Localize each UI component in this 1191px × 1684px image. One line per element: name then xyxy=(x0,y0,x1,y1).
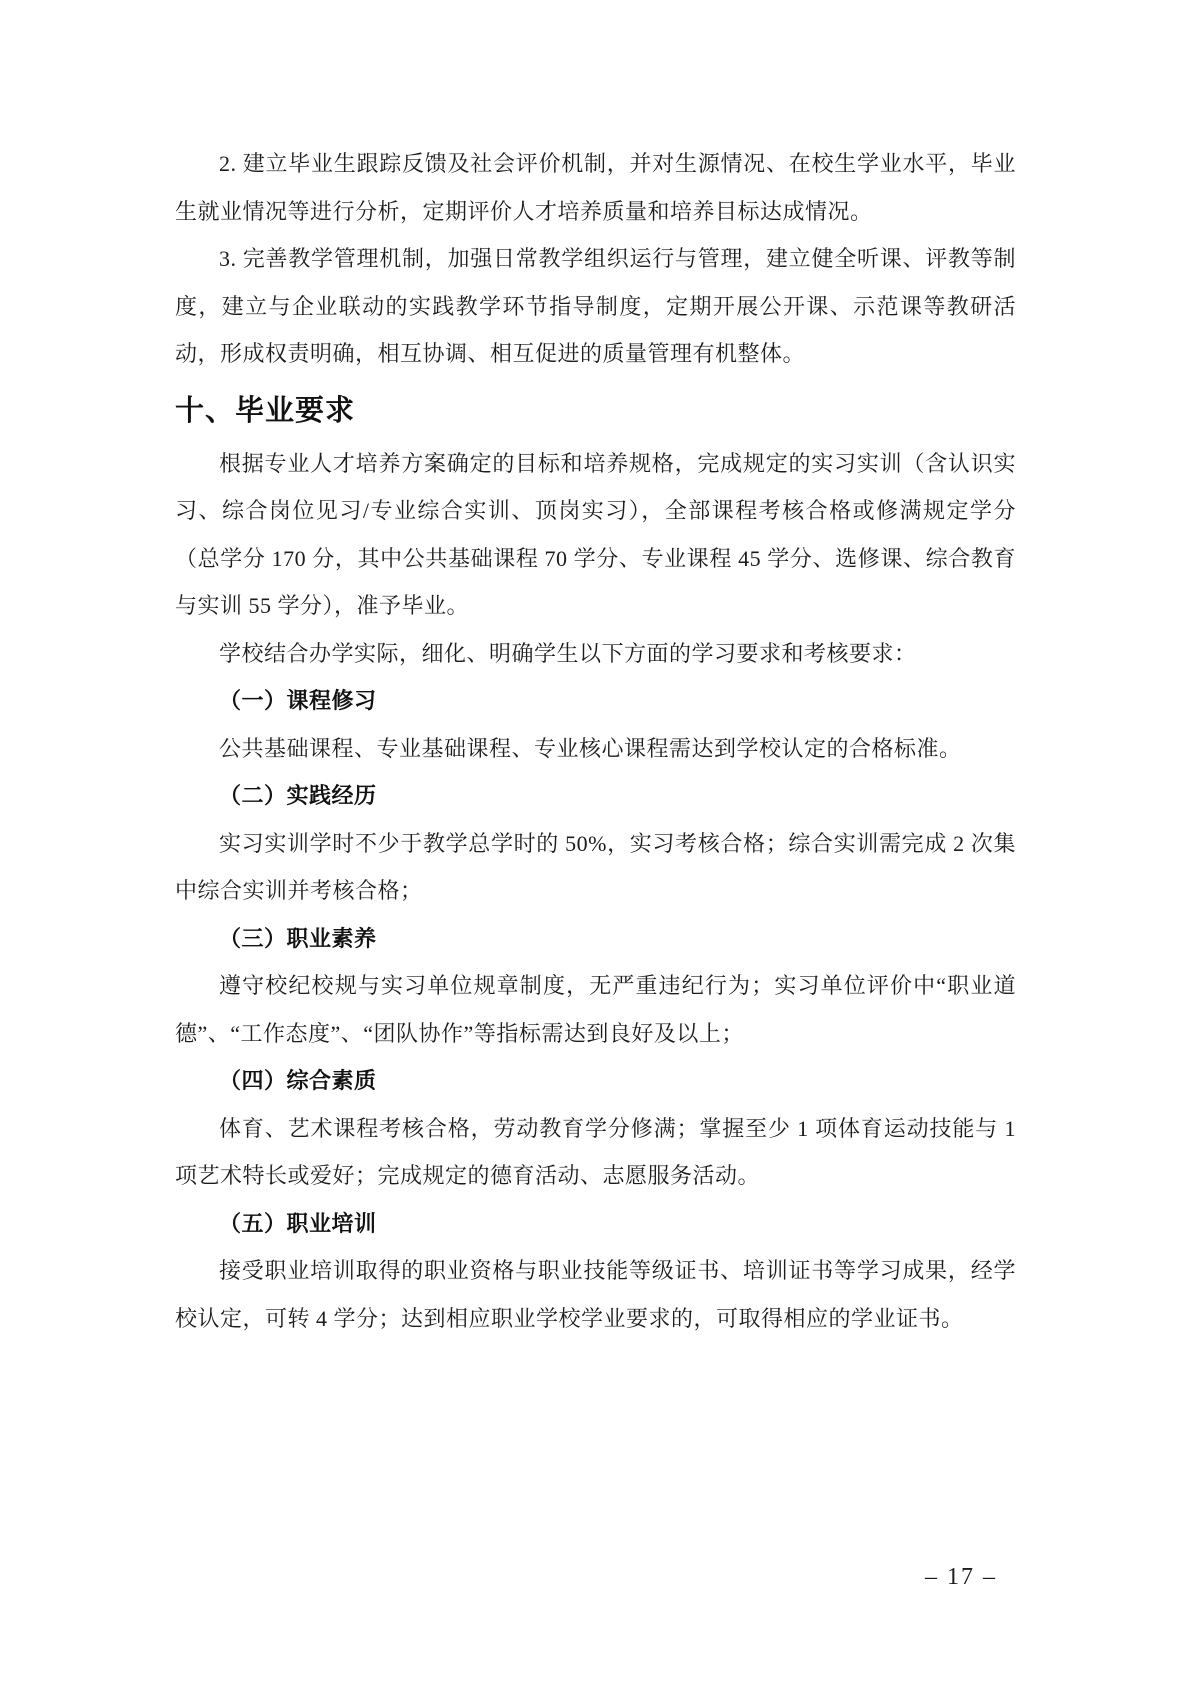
section-heading-graduation-requirements: 十、毕业要求 xyxy=(175,394,356,427)
subheading-course-study: （一）课程修习 xyxy=(219,688,377,713)
subheading-professional-quality: （三）职业素养 xyxy=(219,925,377,951)
paragraph-graduation-credits: 根据专业人才培养方案确定的目标和培养规格，完成规定的实习实训（含认识实习、综合岗位见习/专业综合实训、顶岗实习），全部课程考核合格或修满规定学分（总学分 170 分，其中公共基础课程 70 学分、专业课程 45 学分、选修课、综合教育与实训 55 学分），准予毕业。 xyxy=(175,450,1016,618)
paragraph-sports-arts-labor: 体育、艺术课程考核合格，劳动教育学分修满；掌握至少 1 项体育运动技能与 1 项艺术特长或爱好；完成规定的德育活动、志愿服务活动。 xyxy=(175,1115,1016,1188)
paragraph-teaching-management: 3. 完善教学管理机制，加强日常教学组织运行与管理，建立健全听课、评教等制度，建立与企业联动的实践教学环节指导制度，定期开展公开课、示范课等教研活动，形成权责明确，相互协调、相互促进的质量管理有机整体。 xyxy=(175,246,1016,366)
paragraph-graduate-tracking-feedback: 2. 建立毕业生跟踪反馈及社会评价机制，并对生源情况、在校生学业水平，毕业生就业情况等进行分析，定期评价人才培养质量和培养目标达成情况。 xyxy=(175,151,1016,224)
paragraph-practice-hours: 实习实训学时不少于教学总学时的 50%，实习考核合格；综合实训需完成 2 次集中综合实训并考核合格； xyxy=(175,830,1016,903)
paragraph-training-certificates: 接受职业培训取得的职业资格与职业技能等级证书、培训证书等学习成果，经学校认定，可转 4 学分；达到相应职业学校学业要求的，可取得相应的学业证书。 xyxy=(175,1258,1016,1331)
page-number: – 17 – xyxy=(925,1564,997,1590)
paragraph-school-requirements-intro: 学校结合办学实际，细化、明确学生以下方面的学习要求和考核要求： xyxy=(219,640,917,666)
subheading-comprehensive-quality: （四）综合素质 xyxy=(219,1068,377,1093)
subheading-practice-experience: （二）实践经历 xyxy=(219,783,377,808)
document-body xyxy=(175,140,1016,1342)
paragraph-discipline-evaluation: 遵守校纪校规与实习单位规章制度，无严重违纪行为；实习单位评价中“职业道德”、“工作态度”、“团队协作”等指标需达到良好及以上； xyxy=(175,973,1016,1046)
subheading-vocational-training: （五）职业培训 xyxy=(219,1210,377,1236)
paragraph-course-standards: 公共基础课程、专业基础课程、专业核心课程需达到学校认定的合格标准。 xyxy=(219,735,962,761)
